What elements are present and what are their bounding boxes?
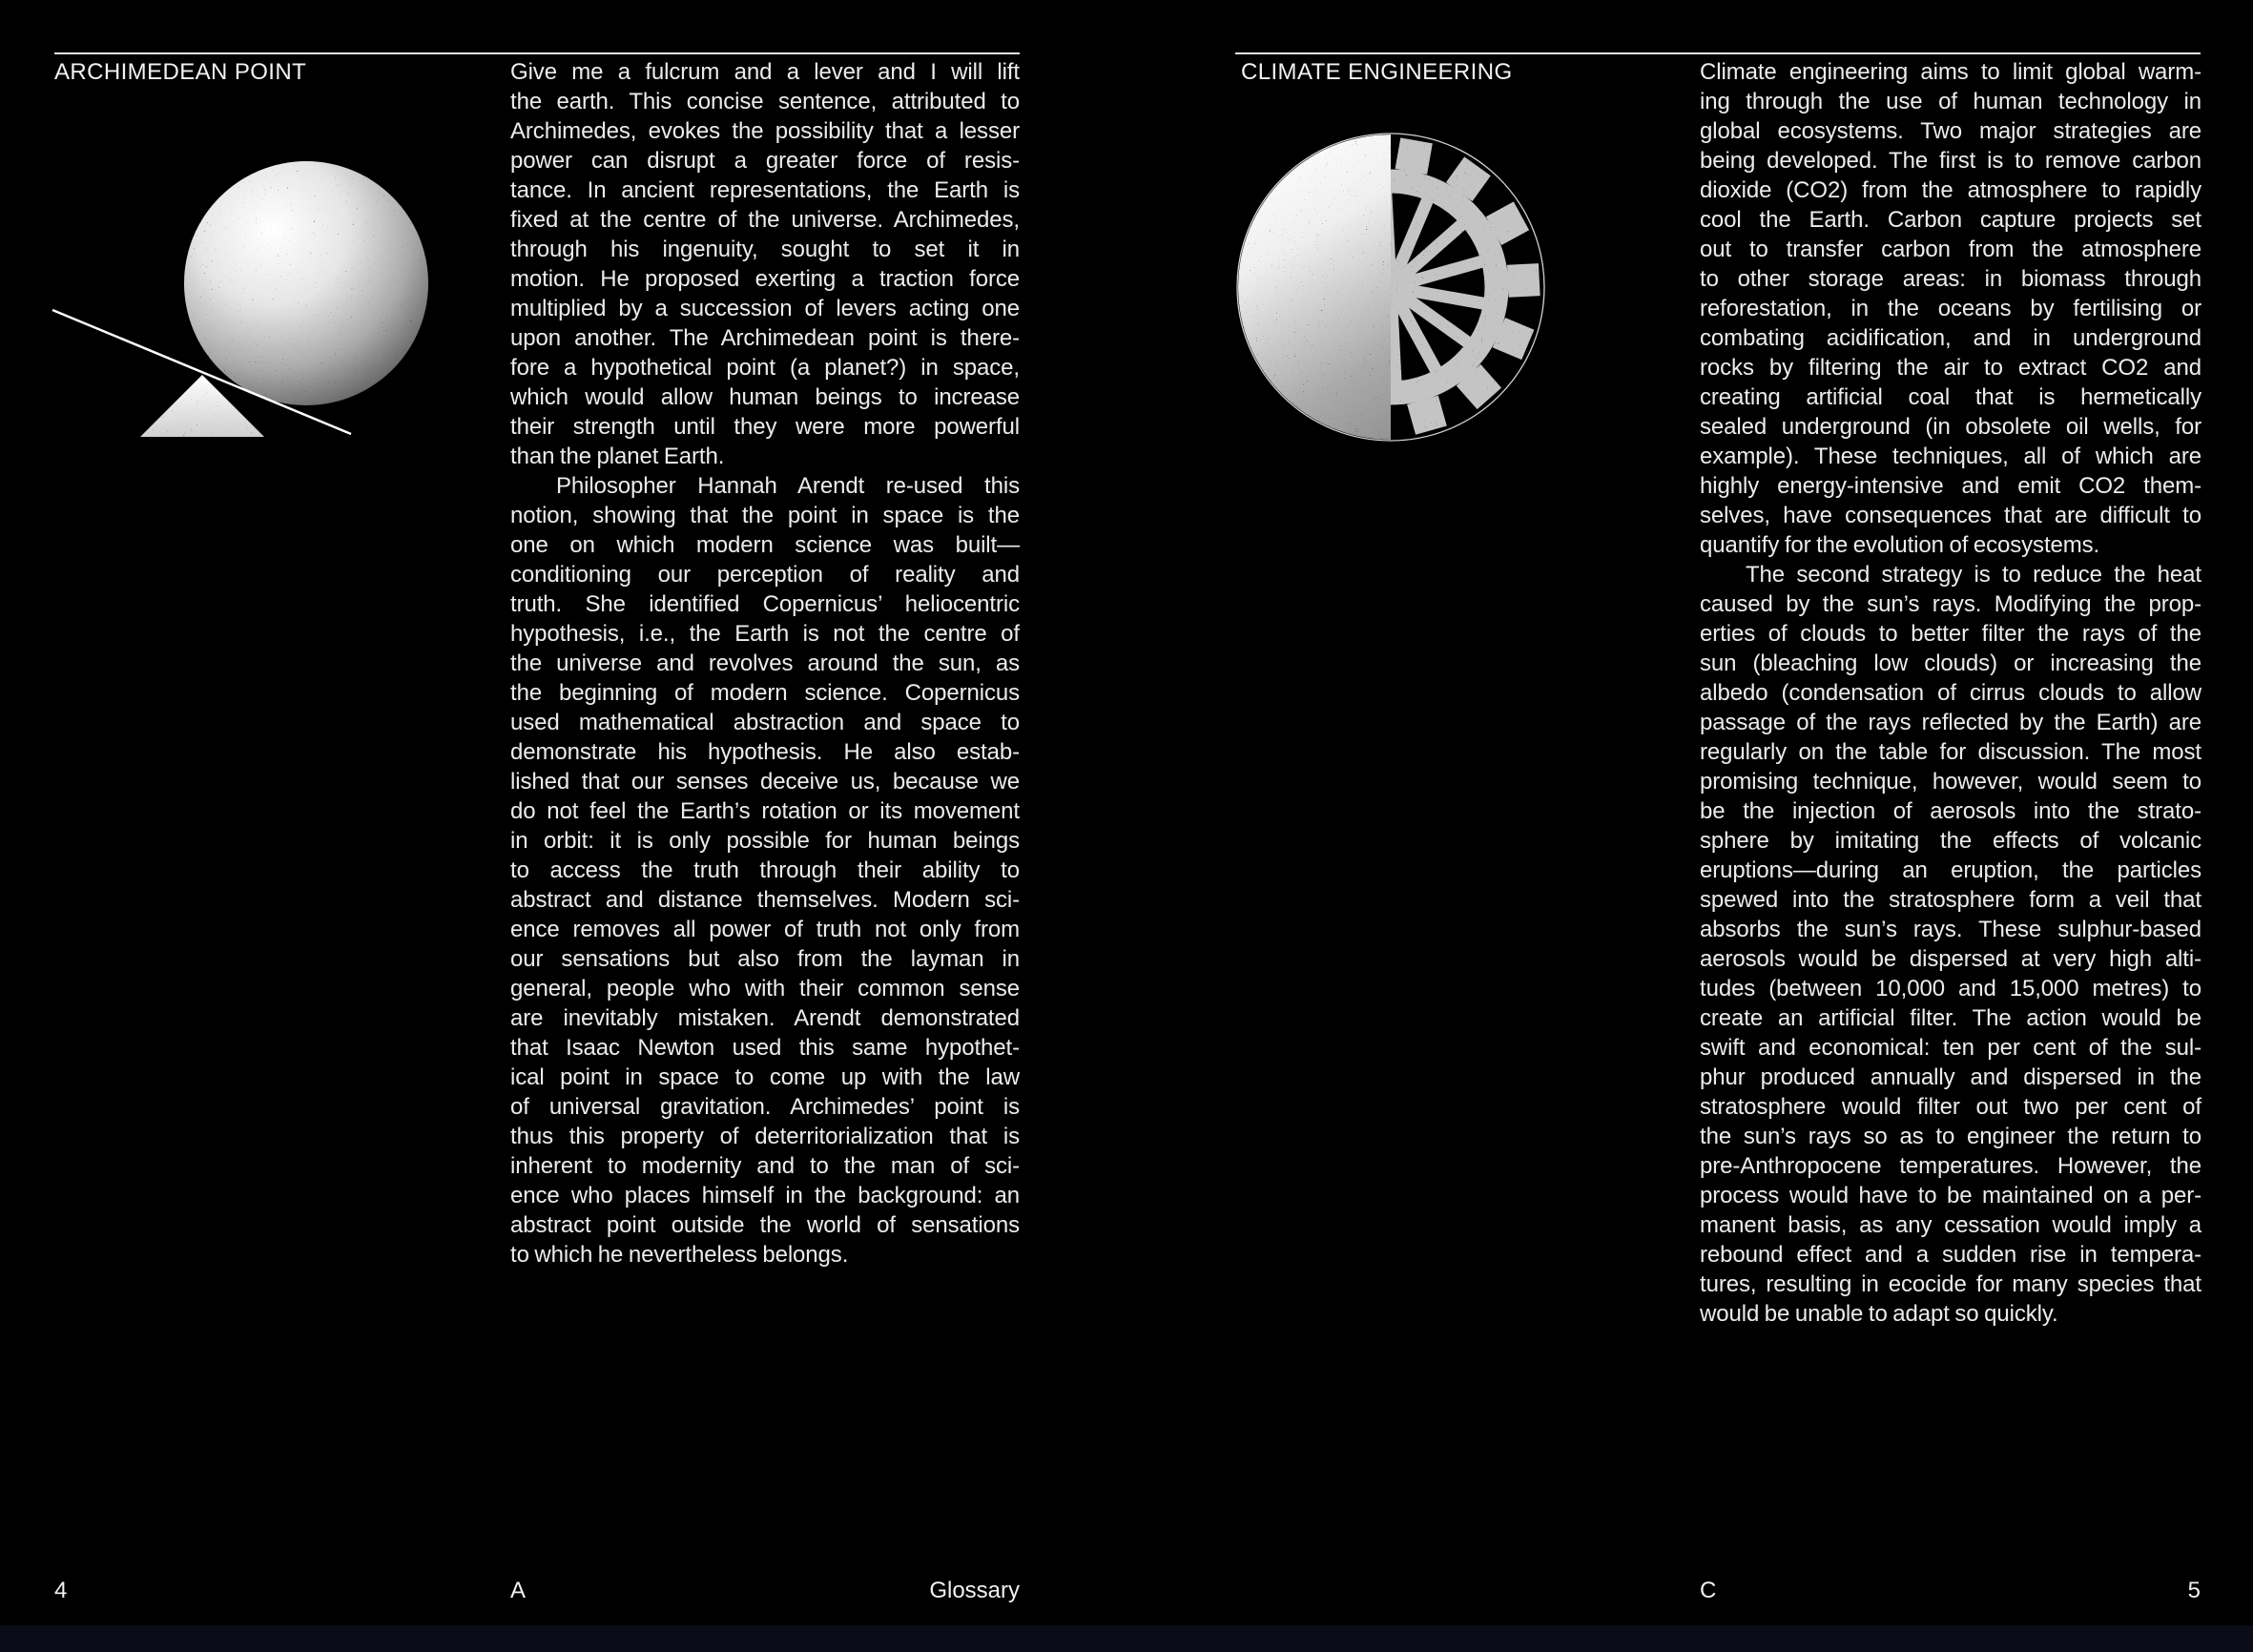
body-line: Give me a fulcrum and a lever and I will lift xyxy=(510,59,1020,85)
body-line: inherent to modernity and to the man of sci- xyxy=(510,1153,1020,1179)
body-line: fore a hypothetical point (a planet?) in space, xyxy=(510,355,1020,381)
body-line: their strength until they were more powerful xyxy=(510,414,1020,440)
body-line: truth. She identified Copernicus’ heliocentric xyxy=(510,591,1020,617)
body-line: example). These techniques, all of which are xyxy=(1700,444,2201,469)
half-globe-gear-illustration xyxy=(1217,114,1580,466)
body-line: absorbs the sun’s rays. These sulphur-based xyxy=(1700,917,2201,942)
body-line: that Isaac Newton used this same hypothet- xyxy=(510,1035,1020,1061)
body-line: being developed. The first is to remove carbon xyxy=(1700,148,2201,174)
body-line: multiplied by a succession of levers acting one xyxy=(510,296,1020,321)
body-line: out to transfer carbon from the atmosphere xyxy=(1700,237,2201,262)
body-line: ence removes all power of truth not only from xyxy=(510,917,1020,942)
body-line: rebound effect and a sudden rise in tempera- xyxy=(1700,1242,2201,1268)
body-line: dioxide (CO2) from the atmosphere to rapidly xyxy=(1700,177,2201,203)
body-line: swift and economical: ten per cent of the sul- xyxy=(1700,1035,2201,1061)
body-line: lished that our senses deceive us, because we xyxy=(510,769,1020,795)
body-line: reforestation, in the oceans by fertilising or xyxy=(1700,296,2201,321)
body-line: global ecosystems. Two major strategies are xyxy=(1700,118,2201,144)
entry-heading-climate-engineering: CLIMATE ENGINEERING xyxy=(1241,59,1513,85)
body-line: create an artificial filter. The action would be xyxy=(1700,1005,2201,1031)
section-label-glossary: Glossary xyxy=(929,1578,1020,1603)
body-line: fixed at the centre of the universe. Archimedes, xyxy=(510,207,1020,233)
sphere-on-lever-illustration xyxy=(38,124,467,467)
body-line: spewed into the stratosphere form a veil that xyxy=(1700,887,2201,913)
body-line: tance. In ancient representations, the Earth is xyxy=(510,177,1020,203)
body-line: albedo (condensation of cirrus clouds to allow xyxy=(1700,680,2201,706)
body-line: upon another. The Archimedean point is there- xyxy=(510,325,1020,351)
body-line: which would allow human beings to increase xyxy=(510,384,1020,410)
body-line: combating acidification, and in underground xyxy=(1700,325,2201,351)
body-line: in orbit: it is only possible for human beings xyxy=(510,828,1020,854)
body-line: creating artificial coal that is hermetically xyxy=(1700,384,2201,410)
top-rule xyxy=(54,52,1020,54)
body-line: do not feel the Earth’s rotation or its movement xyxy=(510,798,1020,824)
body-line: eruptions—during an eruption, the particles xyxy=(1700,857,2201,883)
body-line: the earth. This concise sentence, attributed to xyxy=(510,89,1020,114)
body-line: than the planet Earth. xyxy=(510,444,725,469)
body-line: phur produced annually and dispersed in the xyxy=(1700,1064,2201,1090)
body-line: abstract and distance themselves. Modern sci- xyxy=(510,887,1020,913)
body-line: conditioning our perception of reality and xyxy=(510,562,1020,588)
body-line: notion, showing that the point in space is the xyxy=(510,503,1020,528)
body-line: rocks by filtering the air to extract CO2 and xyxy=(1700,355,2201,381)
body-line: our sensations but also from the layman in xyxy=(510,946,1020,972)
body-line: pre-Anthropocene temperatures. However, the xyxy=(1700,1153,2201,1179)
body-line: thus this property of deterritorialization that is xyxy=(510,1124,1020,1149)
stippled-sphere xyxy=(184,161,428,405)
body-line: cool the Earth. Carbon capture projects set xyxy=(1700,207,2201,233)
body-line: to which he nevertheless belongs. xyxy=(510,1242,849,1268)
column-letter-c: C xyxy=(1700,1578,1717,1603)
body-line: Climate engineering aims to limit global warm- xyxy=(1700,59,2201,85)
body-line: sealed underground (in obsolete oil wells, for xyxy=(1700,414,2201,440)
body-line: abstract point outside the world of sensations xyxy=(510,1212,1020,1238)
body-line: highly energy-intensive and emit CO2 them- xyxy=(1700,473,2201,499)
page-right xyxy=(1126,0,2253,1652)
body-line: used mathematical abstraction and space to xyxy=(510,710,1020,735)
body-line: promising technique, however, would seem to xyxy=(1700,769,2201,795)
body-line: sphere by imitating the effects of volcanic xyxy=(1700,828,2201,854)
body-line: general, people who with their common sense xyxy=(510,976,1020,1002)
body-line: would be unable to adapt so quickly. xyxy=(1700,1301,2058,1327)
page-number-left: 4 xyxy=(54,1578,68,1603)
body-line: quantify for the evolution of ecosystems. xyxy=(1700,532,2100,558)
body-line: demonstrate his hypothesis. He also estab- xyxy=(510,739,1020,765)
top-rule xyxy=(1235,52,2201,54)
body-line: the universe and revolves around the sun, as xyxy=(510,650,1020,676)
body-line: erties of clouds to better filter the rays of the xyxy=(1700,621,2201,647)
body-line: motion. He proposed exerting a traction force xyxy=(510,266,1020,292)
body-line: manent basis, as any cessation would imply a xyxy=(1700,1212,2201,1238)
body-line: caused by the sun’s rays. Modifying the prop- xyxy=(1700,591,2201,617)
body-line: The second strategy is to reduce the heat xyxy=(1746,562,2201,588)
body-line: are inevitably mistaken. Arendt demonstrated xyxy=(510,1005,1020,1031)
body-line: the beginning of modern science. Copernicus xyxy=(510,680,1020,706)
body-line: the sun’s rays so as to engineer the return to xyxy=(1700,1124,2201,1149)
body-column-archimedean-point xyxy=(510,57,1020,1270)
body-line: regularly on the table for discussion. The most xyxy=(1700,739,2201,765)
body-line: ence who places himself in the background: an xyxy=(510,1183,1020,1208)
body-line: power can disrupt a greater force of resis- xyxy=(510,148,1020,174)
body-line: stratosphere would filter out two per cent of xyxy=(1700,1094,2201,1120)
body-line: Archimedes, evokes the possibility that a lesser xyxy=(510,118,1020,144)
body-line: hypothesis, i.e., the Earth is not the centre of xyxy=(510,621,1020,647)
body-line: be the injection of aerosols into the strato- xyxy=(1700,798,2201,824)
body-line: tudes (between 10,000 and 15,000 metres) to xyxy=(1700,976,2201,1002)
body-line: ical point in space to come up with the law xyxy=(510,1064,1020,1090)
body-line: aerosols would be dispersed at very high alti- xyxy=(1700,946,2201,972)
bottom-edge-bar xyxy=(0,1625,2253,1652)
body-line: tures, resulting in ecocide for many species that xyxy=(1700,1271,2201,1297)
page-number-right: 5 xyxy=(2187,1578,2201,1603)
page-left xyxy=(0,0,1126,1652)
body-line: one on which modern science was built— xyxy=(510,532,1020,558)
body-line: passage of the rays reflected by the Earth) are xyxy=(1700,710,2201,735)
body-line: through his ingenuity, sought to set it in xyxy=(510,237,1020,262)
column-letter-a: A xyxy=(510,1578,527,1603)
body-line: ing through the use of human technology in xyxy=(1700,89,2201,114)
body-line: Philosopher Hannah Arendt re-used this xyxy=(556,473,1020,499)
body-line: to access the truth through their ability to xyxy=(510,857,1020,883)
body-line: of universal gravitation. Archimedes’ point is xyxy=(510,1094,1020,1120)
body-column-climate-engineering xyxy=(1700,57,2201,1329)
body-line: sun (bleaching low clouds) or increasing the xyxy=(1700,650,2201,676)
body-line: to other storage areas: in biomass through xyxy=(1700,266,2201,292)
body-line: process would have to be maintained on a per- xyxy=(1700,1183,2201,1208)
body-line: selves, have consequences that are difficult to xyxy=(1700,503,2201,528)
entry-heading-archimedean-point: ARCHIMEDEAN POINT xyxy=(54,59,307,85)
